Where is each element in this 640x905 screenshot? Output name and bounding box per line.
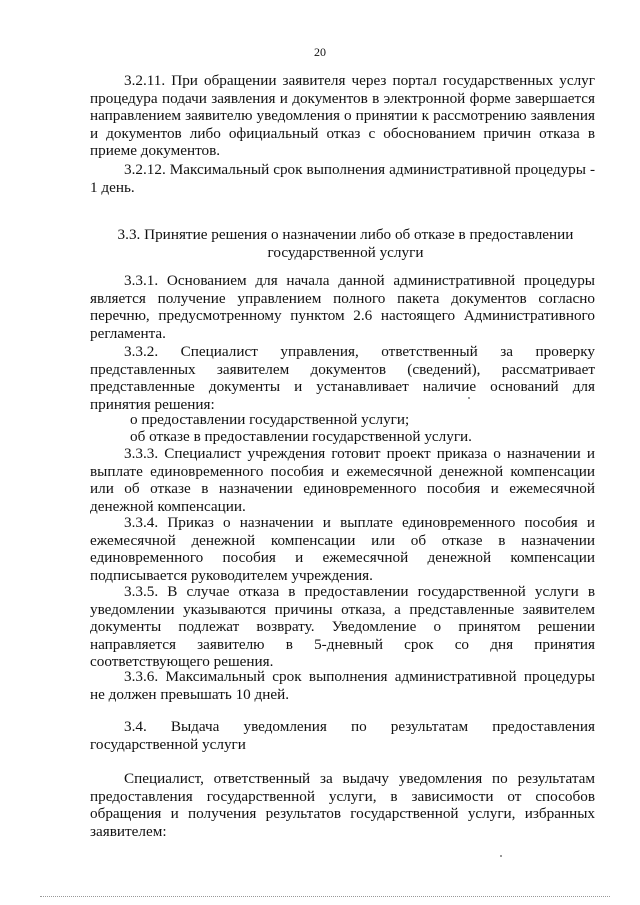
paragraph-3-3-5: 3.3.5. В случае отказа в предоставлении государственной услуги в уведомлении указываются причины отказа, а представленные заявителем документы подлежат возврату. Уведомление о принятом решении направляется заявителю в 5-дневный срок со дня принятия соответствующего решения. <box>90 583 595 671</box>
paragraph-3-3-3: 3.3.3. Специалист учреждения готовит проект приказа о назначении и выплате единовременного пособия и ежемесячной денежной компенсации или об отказе в назначении единовременного пособия и ежемесячной денежной компенсации. <box>90 445 595 515</box>
page-number: 20 <box>314 45 326 59</box>
decision-option-refuse: об отказе в предоставлении государственной услуги. <box>130 428 472 445</box>
scan-speck <box>500 855 502 857</box>
paragraph-final: Специалист, ответственный за выдачу уведомления по результатам предоставления государственной услуги, в зависимости от способов обращения и получения результатов государственной услуги, избранных заявителем: <box>90 770 595 840</box>
scan-edge-artifact <box>40 896 610 898</box>
paragraph-3-3-2: 3.3.2. Специалист управления, ответственный за проверку представленных заявителем документов (сведений), рассматривает представленные документы и устанавливает наличие оснований для принятия решения: <box>90 343 595 413</box>
paragraph-3-3-4: 3.3.4. Приказ о назначении и выплате единовременного пособия и ежемесячной денежной компенсации или об отказе в назначении единовременного пособия и ежемесячной денежной компенсации подписывается руководителем учреждения. <box>90 514 595 584</box>
section-heading-3-3: 3.3. Принятие решения о назначении либо об отказе в предоставлении государственной услуги <box>117 226 574 261</box>
section-heading-3-4: 3.4. Выдача уведомления по результатам предоставления государственной услуги <box>90 718 595 753</box>
paragraph-3-3-6: 3.3.6. Максимальный срок выполнения административной процедуры не должен превышать 10 дней. <box>90 668 595 703</box>
paragraph-3-3-1: 3.3.1. Основанием для начала данной административной процедуры является получение управлением полного пакета документов согласно перечню, предусмотренному пунктом 2.6 настоящего Административного регламента. <box>90 272 595 342</box>
scan-speck <box>468 397 470 399</box>
paragraph-3-2-11: 3.2.11. При обращении заявителя через портал государственных услуг процедура подачи заявления и документов в электронной форме завершается направлением заявителю уведомления о принятии к рассмотрению заявления и документов либо официальный отказ с обоснованием причин отказа в приеме документов. <box>90 72 595 160</box>
decision-option-grant: о предоставлении государственной услуги; <box>130 411 410 428</box>
paragraph-3-2-12: 3.2.12. Максимальный срок выполнения административной процедуры - 1 день. <box>90 161 595 196</box>
